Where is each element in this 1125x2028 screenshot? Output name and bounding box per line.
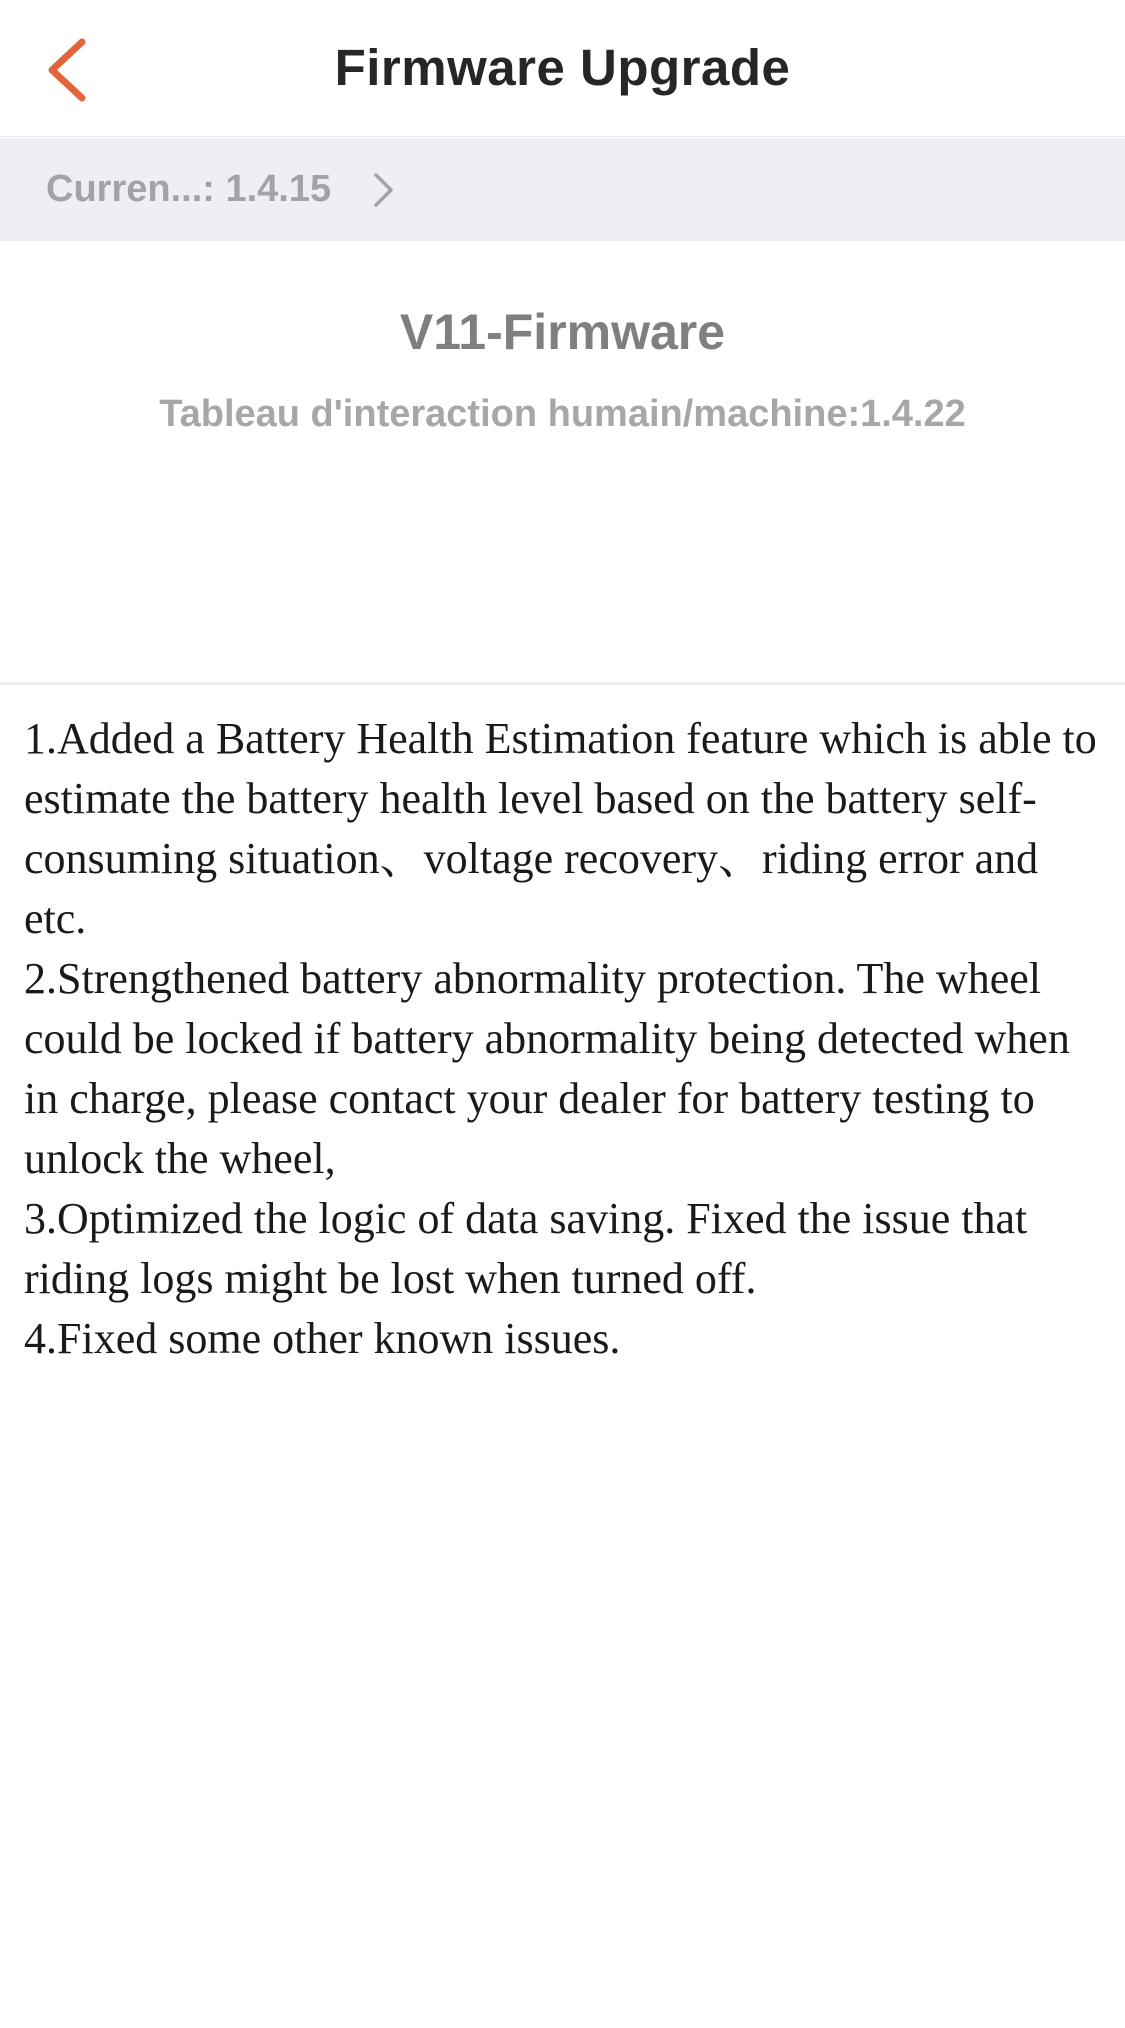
page-title: Firmware Upgrade: [334, 39, 791, 96]
release-note-item: 1.Added a Battery Health Estimation feature which is able to estimate the battery health level based on the battery self-consuming situation、voltage recovery、riding error and etc.: [24, 714, 1097, 943]
release-note-item: 3.Optimized the logic of data saving. Fixed the issue that riding logs might be lost when turned off.: [24, 1194, 1028, 1303]
release-note-item: 2.Strengthened battery abnormality protection. The wheel could be locked if battery abnormality being detected when in charge, please contact your dealer for battery testing to unlock the wheel,: [24, 954, 1070, 1183]
chevron-right-icon: [372, 172, 396, 208]
navigation-bar: [0, 0, 1125, 137]
current-version-label: Curren...: 1.4.15: [46, 168, 332, 210]
release-notes: [24, 709, 1109, 1369]
current-version-row[interactable]: [0, 138, 1125, 241]
firmware-module-version: Tableau d'interaction humain/machine:1.4.22: [159, 393, 966, 435]
divider: [0, 682, 1125, 685]
release-note-item: 4.Fixed some other known issues.: [24, 1314, 621, 1363]
firmware-name: V11-Firmware: [399, 304, 726, 360]
